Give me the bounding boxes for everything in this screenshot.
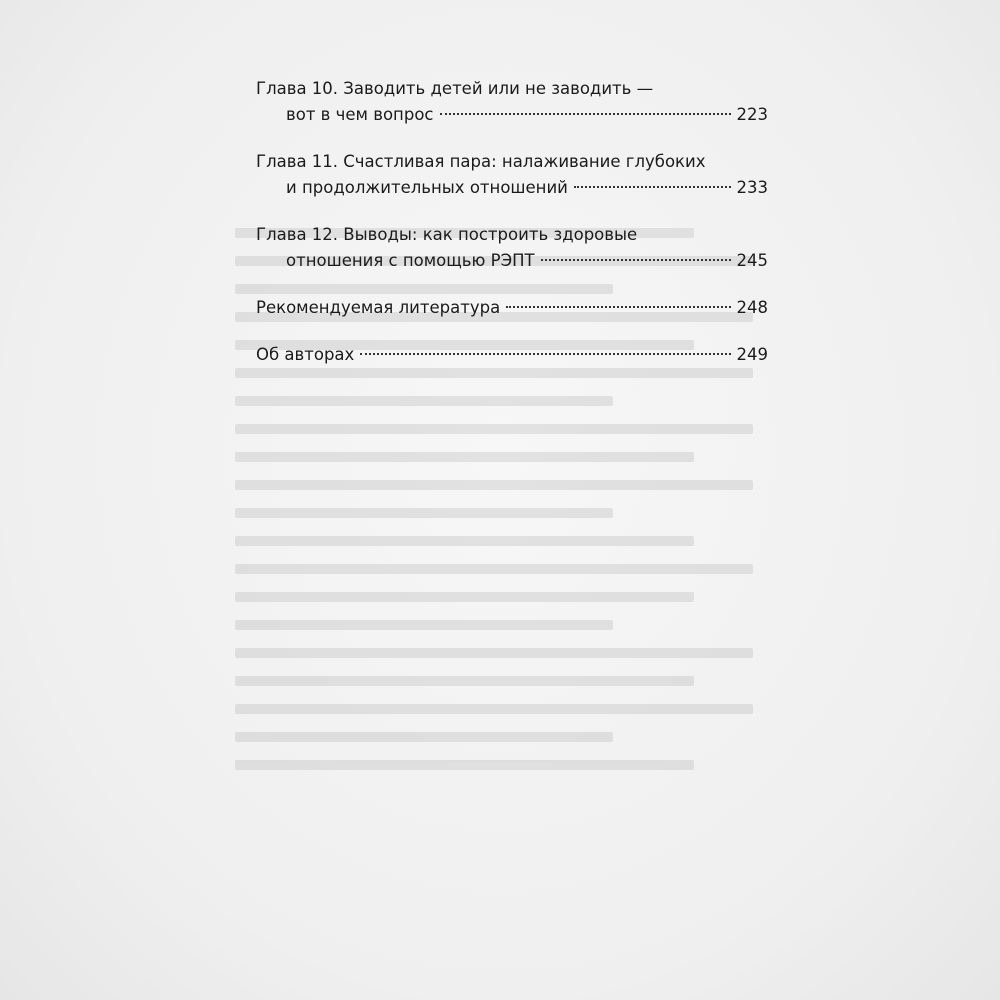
- toc-entry-title-cont: отношения с помощью РЭПТ: [286, 251, 535, 270]
- page-number: 233: [736, 178, 768, 197]
- toc-entry-title-cont: и продолжительных отношений: [286, 178, 568, 197]
- page-number: 223: [736, 105, 768, 124]
- toc-entry-title: Об авторах: [256, 345, 355, 364]
- dot-leader: [574, 186, 731, 188]
- dot-leader: [506, 306, 730, 308]
- toc-entry-last-line: [256, 102, 768, 128]
- toc-entry-chapter-12: [256, 222, 768, 274]
- toc-entry-about-authors: [256, 342, 768, 368]
- toc-entry-last-line: [256, 175, 768, 201]
- toc-entry-title-cont: вот в чем вопрос: [286, 105, 434, 124]
- dot-leader: [541, 259, 731, 261]
- toc-entry-recommended-literature: [256, 295, 768, 321]
- toc-entry-title: Глава 11. Счастливая пара: налаживание глубоких: [256, 152, 706, 171]
- page-number: 248: [736, 298, 768, 317]
- toc-entry-chapter-11: [256, 149, 768, 201]
- toc-entry-line: [256, 295, 768, 321]
- table-of-contents: [256, 76, 768, 389]
- toc-entry-title: Рекомендуемая литература: [256, 298, 501, 317]
- dot-leader: [360, 353, 730, 355]
- page-number: 245: [736, 251, 768, 270]
- toc-entry-title: Глава 10. Заводить детей или не заводить —: [256, 79, 654, 98]
- page-number: 249: [736, 345, 768, 364]
- toc-entry-last-line: [256, 248, 768, 274]
- dot-leader: [440, 113, 731, 115]
- toc-entry-line: [256, 342, 768, 368]
- toc-entry-title: Глава 12. Выводы: как построить здоровые: [256, 225, 638, 244]
- toc-entry-chapter-10: [256, 76, 768, 128]
